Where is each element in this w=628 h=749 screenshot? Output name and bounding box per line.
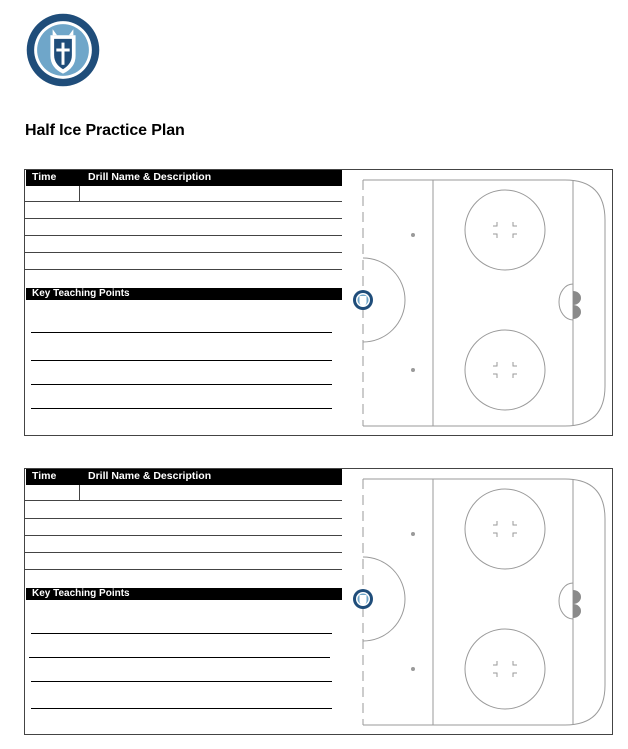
key-teaching-points-label: Key Teaching Points: [32, 288, 130, 299]
drill-column-header: Drill Name & Description: [88, 470, 212, 482]
half-ice-rink-diagram[interactable]: [347, 176, 609, 430]
drill-row-line: [25, 235, 342, 236]
key-teaching-points-header: [26, 588, 342, 600]
drill-row-line: [25, 252, 342, 253]
writing-line[interactable]: [31, 708, 332, 709]
drill-column-header: Drill Name & Description: [88, 171, 212, 183]
writing-line[interactable]: [29, 657, 330, 658]
drill-row-line: [25, 500, 342, 501]
practice-plan-card: [24, 169, 613, 436]
drill-row-line: [25, 201, 342, 202]
time-field[interactable]: [25, 186, 80, 201]
drill-row-line: [25, 552, 342, 553]
plan-header: [26, 469, 342, 485]
time-column-header: Time: [32, 470, 57, 482]
writing-line[interactable]: [31, 332, 332, 333]
practice-plan-card: [24, 468, 613, 735]
key-teaching-points-header: [26, 288, 342, 300]
writing-line[interactable]: [31, 408, 332, 409]
writing-line[interactable]: [31, 384, 332, 385]
club-logo: [26, 13, 100, 87]
drill-row-line: [25, 218, 342, 219]
writing-line[interactable]: [31, 360, 332, 361]
time-field[interactable]: [25, 485, 80, 500]
plan-header: [26, 170, 342, 186]
key-teaching-points-label: Key Teaching Points: [32, 588, 130, 599]
time-column-header: Time: [32, 171, 57, 183]
writing-line[interactable]: [31, 633, 332, 634]
drill-row-line: [25, 269, 342, 270]
drill-row-line: [25, 518, 342, 519]
drill-row-line: [25, 569, 342, 570]
half-ice-rink-diagram[interactable]: [347, 475, 609, 729]
writing-line[interactable]: [31, 681, 332, 682]
drill-row-line: [25, 535, 342, 536]
page-title: Half Ice Practice Plan: [25, 122, 185, 139]
